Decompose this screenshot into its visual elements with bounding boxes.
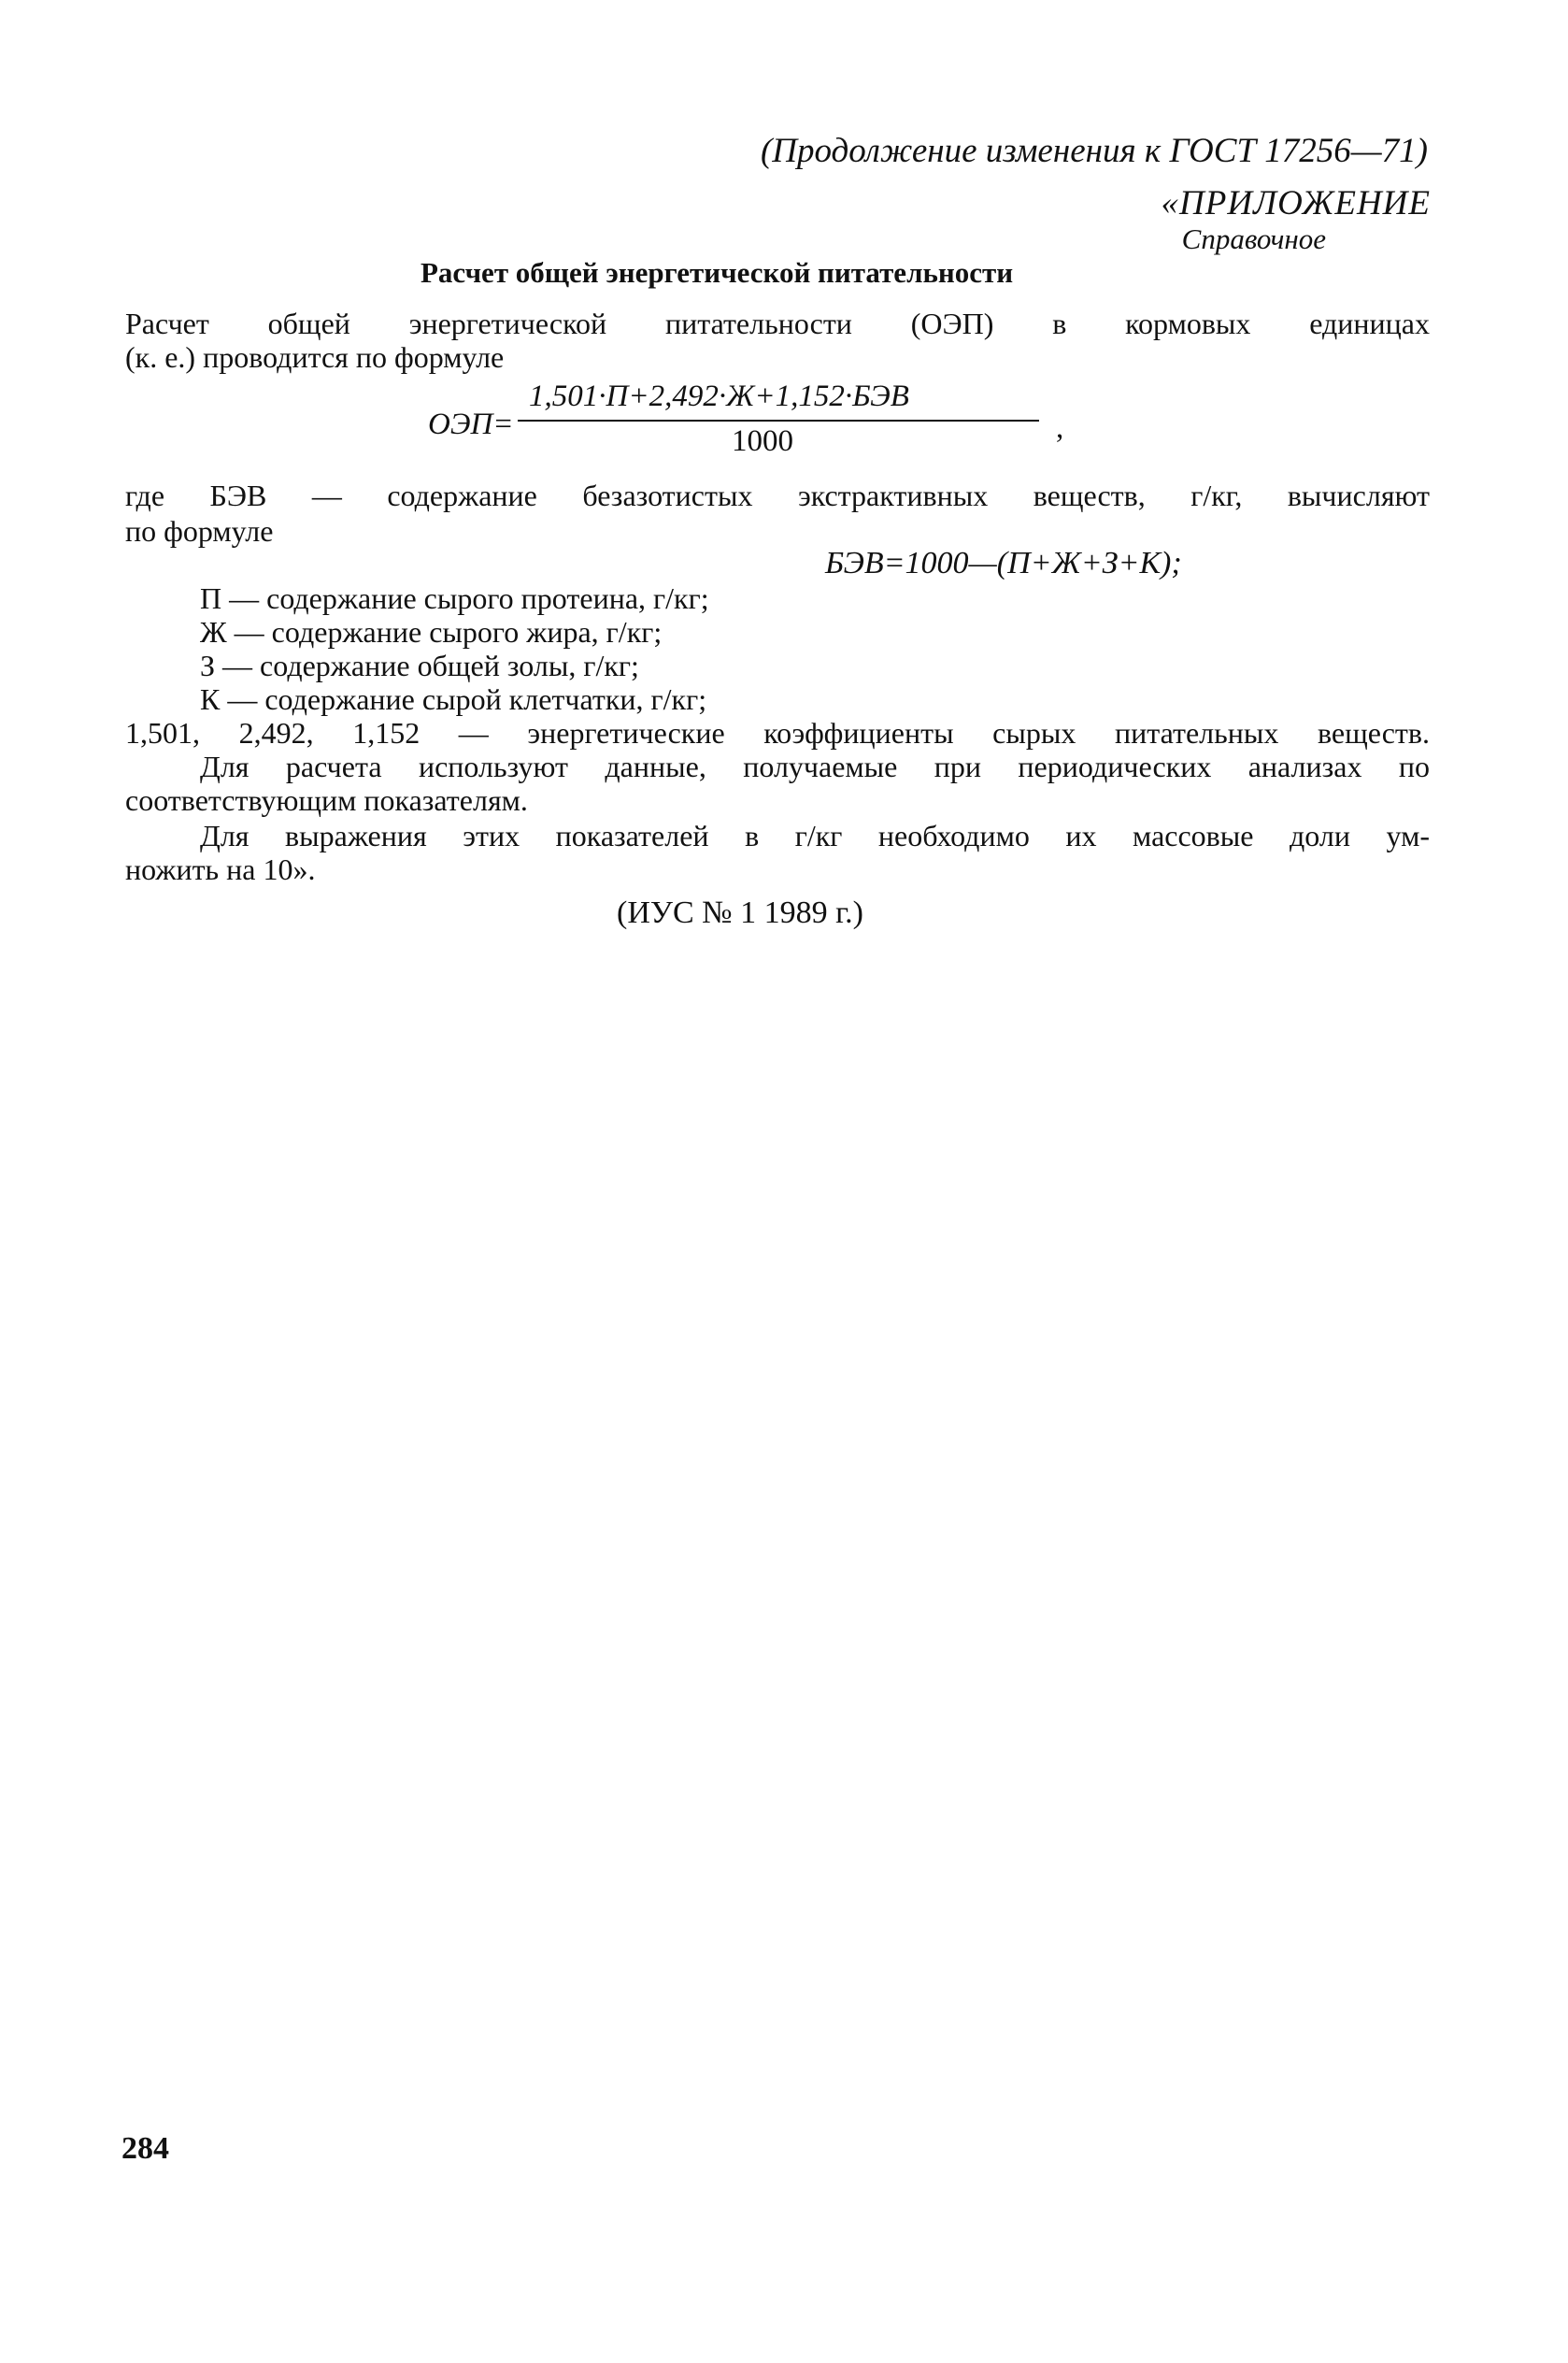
- conversion-note-line-2: ножить на 10».: [125, 852, 316, 886]
- definition-protein: П — содержание сырого протеина, г/кг;: [200, 581, 709, 615]
- formula-oep-comma: ,: [1056, 411, 1064, 445]
- intro-line-1: Расчет общей энергетической питательности (ОЭП) в кормовых единицах: [125, 307, 1430, 340]
- definition-ash: З — содержание общей золы, г/кг;: [200, 649, 639, 682]
- fraction-bar: [518, 420, 1039, 422]
- source-reference: (ИУС № 1 1989 г.): [617, 895, 863, 930]
- where-line-1: где БЭВ — содержание безазотистых экстрактивных веществ, г/кг, вычисляют: [125, 479, 1430, 512]
- definition-fiber: К — содержание сырой клетчатки, г/кг;: [200, 682, 707, 716]
- formula-bev: БЭВ=1000—(П+Ж+З+К);: [825, 546, 1182, 580]
- calc-note-line-1: Для расчета используют данные, получаемые при периодических анализах по: [200, 750, 1430, 783]
- formula-oep-lhs: ОЭП=: [428, 408, 514, 441]
- appendix-subtitle: Справочное: [1181, 222, 1326, 255]
- section-title: Расчет общей энергетической питательности: [421, 256, 1014, 289]
- intro-line-2: (к. е.) проводится по формуле: [125, 340, 505, 374]
- formula-oep-denominator: 1000: [732, 424, 793, 458]
- coefficients-line: 1,501, 2,492, 1,152 — энергетические коэффициенты сырых питательных веществ.: [125, 716, 1430, 750]
- calc-note-line-2: соответствующим показателям.: [125, 783, 528, 817]
- conversion-note-line-1: Для выражения этих показателей в г/кг необходимо их массовые доли ум-: [200, 819, 1430, 852]
- formula-oep-numerator: 1,501·П+2,492·Ж+1,152·БЭВ: [529, 380, 909, 413]
- continuation-header: (Продолжение изменения к ГОСТ 17256—71): [760, 132, 1428, 170]
- appendix-title: «ПРИЛОЖЕНИЕ: [1161, 184, 1431, 222]
- definition-fat: Ж — содержание сырого жира, г/кг;: [200, 615, 663, 649]
- where-line-2: по формуле: [125, 514, 274, 548]
- page-number: 284: [121, 2131, 169, 2166]
